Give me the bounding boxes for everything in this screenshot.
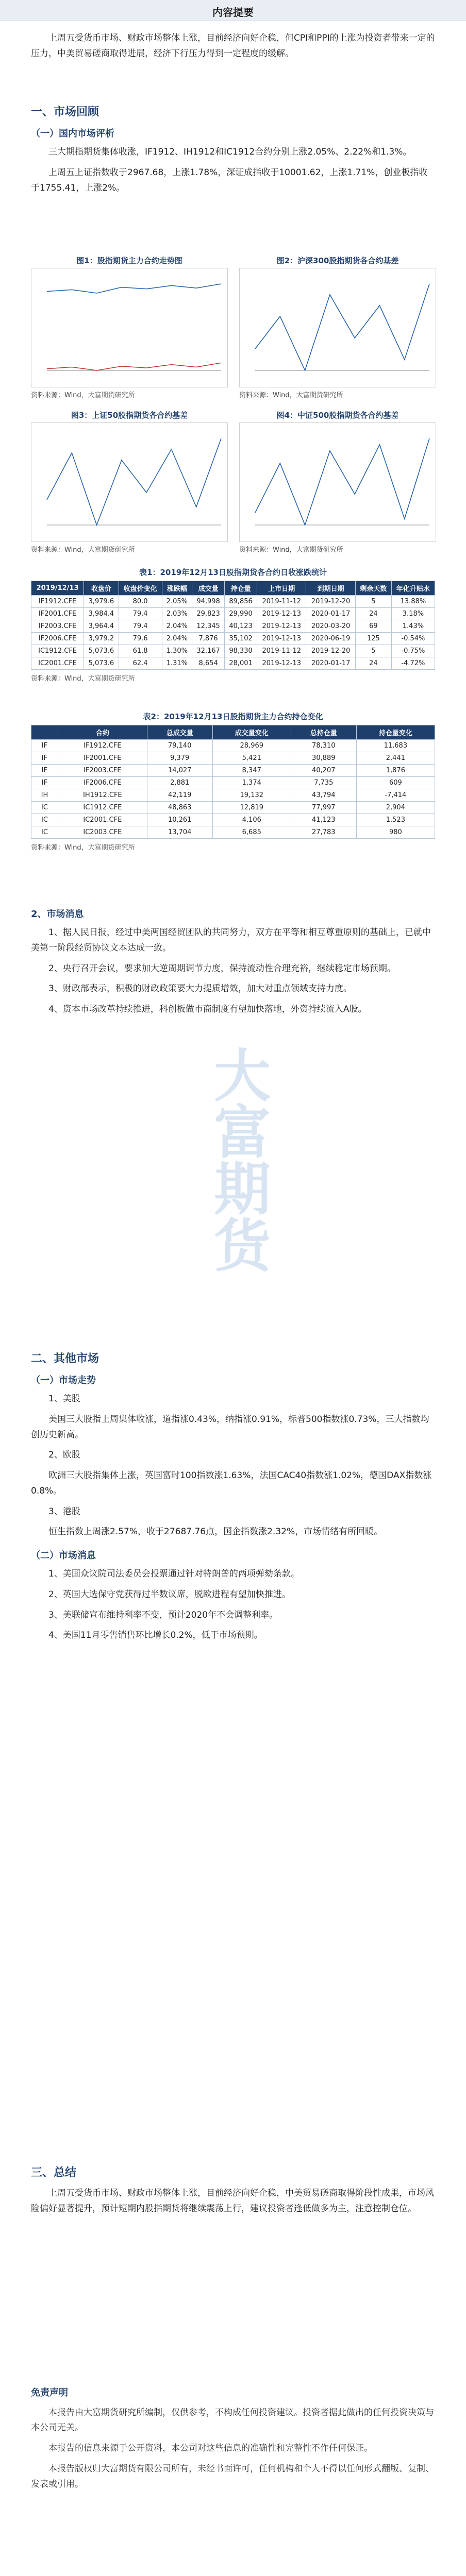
- table-2-cell: 609: [356, 777, 435, 789]
- series-line-IH: [47, 363, 221, 370]
- table-1-cell: 2019-12-20: [306, 645, 355, 657]
- chart-source-4: 资料来源：Wind，大富期货研究所: [239, 546, 343, 554]
- table-1-cell: 1.43%: [391, 620, 435, 633]
- table-2-cell: 5,421: [212, 752, 291, 765]
- other-news-item: 2、英国大选保守党获得过半数议席，脱欧进程有望加快推进。: [48, 1589, 291, 1600]
- table-2-cell: 4,106: [212, 814, 291, 826]
- table-1-cell: 5,073.6: [84, 657, 119, 670]
- table-1-cell: IF2006.CFE: [31, 633, 84, 645]
- table-1-cell: 61.8: [119, 645, 162, 657]
- table-1-cell: 3,984.4: [84, 608, 119, 620]
- table-1-cell: 3,979.2: [84, 633, 119, 645]
- table-1-source: 资料来源：Wind，大富期货研究所: [31, 675, 135, 683]
- table-1-cell: 8,654: [192, 657, 225, 670]
- table-2-cell: IF: [31, 752, 58, 765]
- table-1-cell: 3.18%: [391, 608, 435, 620]
- table-2-cell: 27,783: [291, 826, 356, 839]
- page-title: 内容提要: [212, 6, 254, 19]
- chart-source-3: 资料来源：Wind，大富期货研究所: [31, 546, 135, 554]
- table-1-row: [31, 596, 435, 608]
- table-1-cell: 32,167: [192, 645, 225, 657]
- table-1-cell: 7,876: [192, 633, 225, 645]
- stock-subhead: 1、美股: [48, 1394, 80, 1404]
- table-1-cell: 62.4: [119, 657, 162, 670]
- section-title-market-review: 一、市场回顾: [31, 106, 99, 118]
- table-1-cell: 24: [355, 657, 391, 670]
- table-1-cell: 89,856: [225, 596, 257, 608]
- table-1-cell: 13.88%: [391, 596, 435, 608]
- table-1-cell: 29,990: [225, 608, 257, 620]
- subsection-title-news: （二）市场消息: [31, 1550, 96, 1561]
- table-2-cell: IF1912.CFE: [58, 740, 147, 752]
- table-2-cell: 9,379: [147, 752, 212, 765]
- stock-subhead: 2、欧股: [48, 1450, 80, 1461]
- table-2-cell: 43,794: [291, 789, 356, 802]
- news-item: 4、资本市场改革持续推进，科创板做市商制度有望加快落地，外资持续流入A股。: [48, 1004, 367, 1014]
- chart-2-title: 图2：沪深300股指期货各合约基差: [276, 256, 399, 265]
- table-2-cell: 77,997: [291, 802, 356, 814]
- table-2-cell: 2,904: [356, 802, 435, 814]
- table-2-header-cell: 总成交量: [147, 725, 212, 740]
- table-1-cell: 29,823: [192, 608, 225, 620]
- table-1-cell: 94,998: [192, 596, 225, 608]
- news-item: 2、央行召开会议，要求加大逆周期调节力度，保持流动性合理充裕，继续稳定市场预期。: [48, 963, 396, 974]
- table-2-cell: IC: [31, 814, 58, 826]
- table-2-cell: 6,685: [212, 826, 291, 839]
- chart-source-1: 资料来源：Wind，大富期货研究所: [31, 392, 135, 399]
- series-line-IF: [47, 284, 221, 293]
- table-2-cell: IF2001.CFE: [58, 752, 147, 765]
- table-1-cell: 3,964.4: [84, 620, 119, 633]
- table-1-cell: 2.04%: [162, 633, 192, 645]
- table-1-cell: 2.04%: [162, 620, 192, 633]
- chart-1-title: 图1：股指期货主力合约走势图: [76, 256, 182, 265]
- table-1-cell: 79.6: [119, 633, 162, 645]
- table-2-row: [31, 752, 435, 765]
- table-1-cell: 79.4: [119, 608, 162, 620]
- table-1-cell: 5: [355, 645, 391, 657]
- table-2-cell: 2,441: [356, 752, 435, 765]
- chart-1: [31, 256, 228, 387]
- table-1-cell: 2019-12-13: [257, 657, 306, 670]
- watermark: 大富期货: [205, 1046, 271, 1273]
- table-1-header-cell: 年化升贴水: [391, 581, 435, 596]
- table-1-cell: 2020-01-17: [306, 657, 355, 670]
- table-1-cell: 80.0: [119, 596, 162, 608]
- news-item: 1、据人民日报，经过中美两国经贸团队的共同努力，双方在平等和相互尊重原则的基础上，已就中美第一阶段经贸协议文本达成一致。: [31, 927, 431, 953]
- table-1-cell: 2.05%: [162, 596, 192, 608]
- series-line-基差: [255, 438, 429, 525]
- table-2-cell: IH1912.CFE: [58, 789, 147, 802]
- table-2-cell: 10,261: [147, 814, 212, 826]
- table-1-cell: 2019-11-12: [257, 645, 306, 657]
- stock-para: 欧洲三大股指集体上涨，英国富时100指数涨1.63%，法国CAC40指数涨1.02%，德国DAX指数涨0.8%。: [31, 1470, 432, 1496]
- table-1-header-cell: 收盘价变化: [119, 581, 162, 596]
- table-1-row: [31, 608, 435, 620]
- news-section: [31, 907, 435, 1023]
- market-para-1: 三大期指期货集体收涨，IF1912、IH1912和IC1912合约分别上涨2.05%、2.22%和1.3%。: [48, 147, 412, 157]
- table-1-cell: 24: [355, 608, 391, 620]
- market-para-2: 上周五上证指数收于2967.68，上涨1.78%，深证成指收于10001.62，上涨1.71%，创业板指收于1755.41，上涨2%。: [31, 167, 428, 193]
- table-2-header-cell: 成交量变化: [212, 725, 291, 740]
- market-review-section: [31, 103, 435, 201]
- header-bar: [0, 0, 466, 21]
- table-1-header-cell: 成交量: [192, 581, 225, 596]
- table-2-cell: IC1912.CFE: [58, 802, 147, 814]
- table-1-cell: 2019-12-13: [257, 608, 306, 620]
- chart-3-title: 图3：上证50股指期货各合约基差: [71, 411, 188, 420]
- disclaimer-title: 免责声明: [31, 2387, 68, 2398]
- table-1-cell: 35,102: [225, 633, 257, 645]
- table-2-header-cell: 总持仓量: [291, 725, 356, 740]
- table-2-cell: IH: [31, 789, 58, 802]
- table-1-cell: 40,123: [225, 620, 257, 633]
- other-news-item: 1、美国众议院司法委员会投票通过针对特朗普的两项弹劾条款。: [48, 1569, 299, 1579]
- table-2-cell: 980: [356, 826, 435, 839]
- table-2-caption: 表2：2019年12月13日股指期货主力合约持仓变化: [143, 712, 323, 721]
- summary-text: 上周五受货币市场、财政市场整体上涨，目前经济向好企稳，但CPI和PPI的上涨为投资者带来一定的压力，中美贸易磋商取得进展，经济下行压力得到一定程度的缓解。: [31, 33, 435, 59]
- table-2-cell: 40,207: [291, 765, 356, 777]
- table-1-cell: 28,001: [225, 657, 257, 670]
- table-2-cell: IC2003.CFE: [58, 826, 147, 839]
- stock-para: 恒生指数上周涨2.57%，收于27687.76点，国企指数涨2.32%，市场情绪有所回暖。: [48, 1527, 383, 1537]
- table-1-header-cell: 2019/12/13: [31, 581, 84, 596]
- table-1-row: [31, 633, 435, 645]
- subsection-title-stock: （一）市场走势: [31, 1375, 96, 1386]
- table-2-cell: 1,374: [212, 777, 291, 789]
- table-2-cell: -7,414: [356, 789, 435, 802]
- chart-4: [239, 411, 436, 542]
- table-1-cell: 2.03%: [162, 608, 192, 620]
- section-title-conclusion: 三、总结: [31, 2166, 77, 2179]
- table-1-cell: 2019-12-13: [257, 633, 306, 645]
- table-2-header-cell: [31, 725, 58, 740]
- table-1-cell: IC1912.CFE: [31, 645, 84, 657]
- table-2-cell: IF2003.CFE: [58, 765, 147, 777]
- table-1-row: [31, 657, 435, 670]
- table-1-cell: 12,345: [192, 620, 225, 633]
- table-1-header-cell: 收盘价: [84, 581, 119, 596]
- table-1-block: [31, 567, 435, 683]
- table-1: [31, 581, 435, 670]
- table-1-cell: 2019-12-13: [257, 620, 306, 633]
- stock-subhead: 3、港股: [48, 1506, 80, 1517]
- table-2-source: 资料来源：Wind，大富期货研究所: [31, 844, 135, 852]
- table-1-header-cell: 持仓量: [225, 581, 257, 596]
- table-2-row: [31, 740, 435, 752]
- table-2-cell: IF: [31, 765, 58, 777]
- table-1-cell: 2020-06-19: [306, 633, 355, 645]
- table-1-cell: IF1912.CFE: [31, 596, 84, 608]
- table-1-cell: 79.4: [119, 620, 162, 633]
- table-2-cell: 48,863: [147, 802, 212, 814]
- news-item: 3、财政部表示，积极的财政政策要大力提质增效，加大对重点领域支持力度。: [48, 984, 352, 994]
- disclaimer-para: 本报告由大富期货研究所编制，仅供参考，不构成任何投资建议。投资者据此做出的任何投资决策与本公司无关。: [31, 2407, 434, 2433]
- table-1-header-cell: 到期日期: [306, 581, 355, 596]
- table-1-cell: -0.54%: [391, 633, 435, 645]
- table-1-cell: IF2003.CFE: [31, 620, 84, 633]
- table-1-header-cell: 上市日期: [257, 581, 306, 596]
- table-1-cell: -0.75%: [391, 645, 435, 657]
- chart-4-title: 图4：中证500股指期货各合约基差: [276, 411, 399, 420]
- table-2-header-cell: 持仓量变化: [356, 725, 435, 740]
- series-line-基差: [47, 438, 221, 525]
- disclaimer-para: 本报告版权归大富期货有限公司所有，未经书面许可，任何机构和个人不得以任何形式翻版、复制、发表或引用。: [31, 2463, 434, 2489]
- table-2-cell: 19,132: [212, 789, 291, 802]
- subsection-title-domestic: （一）国内市场评析: [31, 128, 114, 139]
- other-news-item: 3、美联储宣布维持利率不变，预计2020年不会调整利率。: [48, 1609, 278, 1620]
- table-2-cell: 14,027: [147, 765, 212, 777]
- table-2-cell: IC2001.CFE: [58, 814, 147, 826]
- chart-3: [31, 411, 228, 542]
- table-1-caption: 表1：2019年12月13日股指期货各合约日收涨跌统计: [139, 568, 327, 577]
- disclaimer: [31, 2385, 435, 2497]
- table-1-cell: 1.30%: [162, 645, 192, 657]
- other-news-item: 4、美国11月零售销售环比增长0.2%，低于市场预期。: [48, 1630, 263, 1641]
- table-2-cell: 41,123: [291, 814, 356, 826]
- table-1-cell: 2019-12-20: [306, 596, 355, 608]
- table-1-cell: -4.72%: [391, 657, 435, 670]
- table-2-cell: 78,310: [291, 740, 356, 752]
- table-2-cell: 7,735: [291, 777, 356, 789]
- table-1-cell: 5,073.6: [84, 645, 119, 657]
- table-2-cell: 12,819: [212, 802, 291, 814]
- table-2-cell: IF: [31, 777, 58, 789]
- other-markets-section: [31, 1350, 435, 1649]
- stock-para: 美国三大股指上周集体收涨，道指涨0.43%，纳指涨0.91%，标普500指数涨0.73%，三大指数均创历史新高。: [31, 1414, 429, 1440]
- chart-source-2: 资料来源：Wind，大富期货研究所: [239, 392, 343, 399]
- table-2-cell: 30,889: [291, 752, 356, 765]
- table-2-cell: IF2006.CFE: [58, 777, 147, 789]
- table-2-header-cell: 合约: [58, 725, 147, 740]
- table-2-cell: IC: [31, 826, 58, 839]
- table-1-row: [31, 620, 435, 633]
- table-2-cell: 28,969: [212, 740, 291, 752]
- table-2-cell: 8,347: [212, 765, 291, 777]
- summary-block: [31, 31, 435, 67]
- table-2-cell: IF: [31, 740, 58, 752]
- conclusion-text: 上周五受货币市场、财政市场整体上涨，目前经济向好企稳，中美贸易磋商取得阶段性成果，市场风险偏好显著提升，预计短期内股指期货将继续震荡上行，建议投资者逢低做多为主，注意控制仓位。: [31, 2188, 434, 2214]
- table-1-cell: 69: [355, 620, 391, 633]
- table-2-cell: 42,119: [147, 789, 212, 802]
- table-1-cell: 125: [355, 633, 391, 645]
- table-2-cell: IC: [31, 802, 58, 814]
- table-1-cell: 3,979.6: [84, 596, 119, 608]
- table-1-header-cell: 剩余天数: [355, 581, 391, 596]
- table-2-cell: 79,140: [147, 740, 212, 752]
- table-2-cell: 11,683: [356, 740, 435, 752]
- table-2-cell: 13,704: [147, 826, 212, 839]
- table-1-cell: 2020-03-20: [306, 620, 355, 633]
- table-1-cell: 2020-01-17: [306, 608, 355, 620]
- conclusion-section: [31, 2164, 435, 2222]
- table-2-cell: 1,876: [356, 765, 435, 777]
- table-1-row: [31, 645, 435, 657]
- series-line-基差: [255, 284, 429, 370]
- table-2-cell: 1,523: [356, 814, 435, 826]
- table-1-cell: IC2001.CFE: [31, 657, 84, 670]
- table-1-cell: IF2001.CFE: [31, 608, 84, 620]
- chart-2: [239, 256, 436, 387]
- section-title-other: 二、其他市场: [31, 1352, 99, 1365]
- table-1-header-cell: 涨跌幅: [162, 581, 192, 596]
- news-title: 2、市场消息: [31, 909, 84, 920]
- table-1-cell: 98,330: [225, 645, 257, 657]
- table-1-cell: 1.31%: [162, 657, 192, 670]
- disclaimer-para: 本报告的信息来源于公开资料，本公司对这些信息的准确性和完整性不作任何保证。: [48, 2443, 373, 2454]
- table-1-cell: 2019-11-12: [257, 596, 306, 608]
- table-2-cell: 2,881: [147, 777, 212, 789]
- table-1-cell: 5: [355, 596, 391, 608]
